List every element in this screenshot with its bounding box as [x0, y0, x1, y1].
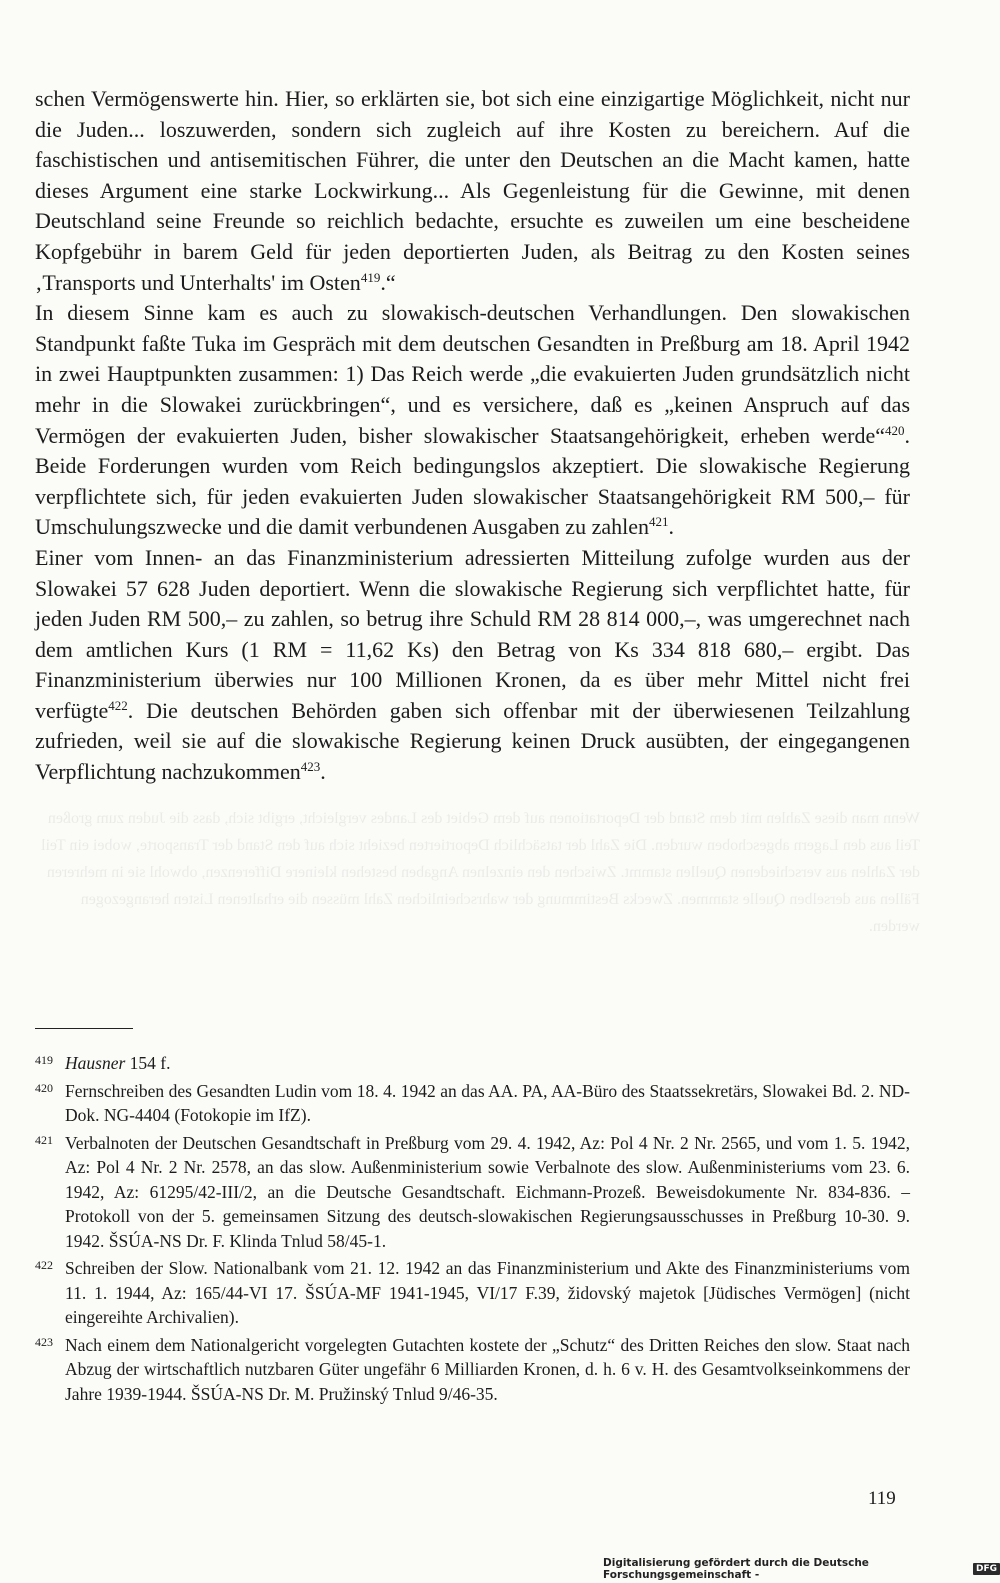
footnote-ref-422[interactable]: 422 [108, 697, 128, 713]
footnote-number: 419 [35, 1053, 53, 1067]
footnote-number: 420 [35, 1080, 53, 1095]
main-text [35, 84, 910, 788]
footnote-separator [35, 1028, 133, 1029]
footnote-419: 419 Hausner 154 f. [35, 1051, 910, 1076]
digitization-credit [603, 1557, 1000, 1581]
page-number: 119 [868, 1488, 896, 1509]
footnote-ref-421[interactable]: 421 [648, 514, 669, 530]
footnote-number: 422 [35, 1258, 53, 1272]
footnote-422: 422 Schreiben der Slow. Nationalbank vom 21. 12. 1942 an das Finanzministerium und Akte des Finanzministeriums vom 11. 1. 1944, Az: 165/44-VI 17. ŠSÚA-MF 1941-1945, VI/17 F.39, židovský majetok [Jüdisches Vermögen] (nicht eingereihte Archivalien). [35, 1256, 910, 1330]
footnote-421: 421 Verbalnoten der Deutschen Gesandtschaft in Preßburg vom 29. 4. 1942, Az: Pol 4 Nr. 2 Nr. 2565, und vom 1. 5. 1942, Az: Pol 4 Nr. 2 Nr. 2578, an das slow. Außenministerium sowie Verbalnote des slow. Außenministeriums vom 23. 6. 1942, Az: 61295/42-III/2, an die Deutsche Gesandtschaft. Eichmann-Prozeß. Beweisdokumente Nr. 834-836. – Protokoll von der 5. gemeinsamen Sitzung des deutsch-slowakischen Regierungsausschusses in Preßburg 10-30. 9. 1942. ŠSÚA-NS Dr. F. Klinda Tnlud 58/45-1. [35, 1131, 910, 1254]
credit-text: Digitalisierung gefördert durch die Deutsche Forschungsgemeinschaft - [603, 1557, 869, 1581]
paragraph-3: Einer vom Innen- an das Finanzministerium adressierten Mitteilung zufolge wurden aus der Slowakei 57 628 Juden deportiert. Wenn die slowakische Regierung sich verpflichtet hatte, für jeden Juden RM 500,– zu zahlen, so betrug ihre Schuld RM 28 814 000,–, was umgerechnet nach dem amtlichen Kurs (1 RM = 11,62 Ks) den Betrag von Ks 334 818 680,– ergibt. Das Finanzministerium überwies nur 100 Millionen Kronen, da es über mehr Mittel nicht frei verfügte$^{422}$. Die deutschen Behörden gaben sich offenbar mit der überwiesenen Teilzahlung zufrieden, weil sie auf die slowakische Regierung keinen Druck ausübten, der eingegangenen Verpflichtung nachzukommen$^{423}$. [35, 544, 910, 785]
footnotes [35, 1051, 910, 1409]
footnote-420: 420 Fernschreiben des Gesandten Ludin vom 18. 4. 1942 an das AA. PA, AA-Büro des Staatssekretärs, Slowakei Bd. 2. ND-Dok. NG-4404 (Fotokopie im IfZ). [35, 1079, 910, 1128]
dfg-logo-icon: DFG [973, 1563, 1000, 1575]
footnote-number: 423 [35, 1334, 53, 1349]
footnote-ref-423[interactable]: 423 [300, 759, 321, 775]
footnote-ref-419[interactable]: 419 [360, 269, 381, 285]
paragraph-2: In diesem Sinne kam es auch zu slowakisch-deutschen Verhandlungen. Den slowakischen Standpunkt faßte Tuka im Gespräch mit dem deutschen Gesandten in Preßburg am 18. April 1942 in zwei Hauptpunkten zusammen: 1) Das Reich werde „die evakuierten Juden grundsätzlich nicht mehr in die Slowakei zurückbringen“, und es versichere, daß es „keinen Anspruch auf das Vermögen der evakuierten Juden, bisher slowakischer Staatsangehörigkeit, erheben werde“$^{420}$. Beide Forderungen wurden vom Reich bedingungslos akzeptiert. Die slowakische Regierung verpflichtete sich, für jeden evakuierten Juden slowakischer Staatsangehörigkeit RM 500,– für Umschulungszwecke und die damit verbundenen Ausgaben zu zahlen$^{421}$. [35, 300, 910, 540]
paragraph-1: schen Vermögenswerte hin. Hier, so erklärten sie, bot sich eine einzigartige Möglichkeit, nicht nur die Juden... loszuwerden, sondern sich zugleich auf ihre Kosten zu bereichern. Auf die faschistischen und antisemitischen Führer, die unter den Deutschen an die Macht kamen, hatte dieses Argument eine starke Lockwirkung... Als Gegenleistung für die Gewinne, mit denen Deutschland seine Freunde so reichlich bedachte, ersuchte es zuweilen um eine bescheidene Kopfgebühr in barem Geld für jeden deportierten Juden, als Beitrag zu den Kosten seines ‚Transports und Unterhalts' im Osten$^{419}$.“ [35, 86, 910, 295]
show-through-text: Wenn man diese Zahlen mit dem Stand der Deportationen auf dem Gebiet des Landes vergleicht, ergibt sich, dass die Juden zum großen Teil aus den Lagern abgeschoben wurden. Die Zahl der tatsächlich Deportierten bezieht sich auf den Stand der Transporte, wobei ein Teil der Zahlen aus verschiedenen Quellen stammt. Zwischen den einzelnen Angaben bestehen kleinere Differenzen, obwohl sie in mehreren Fällen aus derselben Quelle stammen. Zwecks Bestimmung der wahrscheinlichen Zahl müssen die erhaltenen Listen herangezogen werden. [41, 810, 920, 935]
footnote-423: 423 Nach einem dem Nationalgericht vorgelegten Gutachten kostete der „Schutz“ des Dritten Reiches den slow. Staat nach Abzug der wirtschaftlich nutzbaren Güter ungefähr 6 Milliarden Kronen, d. h. 6 v. H. des Gesamtvolkseinkommens der Jahre 1939-1944. ŠSÚA-NS Dr. M. Pružinský Tnlud 9/46-35. [35, 1333, 910, 1407]
footnote-ref-420[interactable]: 420 [885, 422, 905, 438]
footnote-author: Hausner [65, 1053, 126, 1073]
footnote-number: 421 [35, 1132, 53, 1147]
